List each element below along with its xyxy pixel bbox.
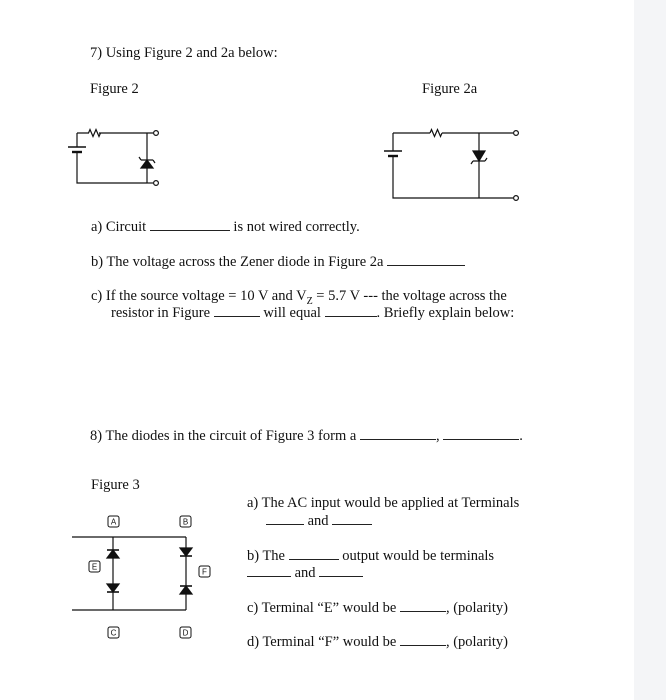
q8-heading <box>90 427 523 445</box>
q8c-prefix: c) Terminal “E” would be <box>247 600 397 616</box>
fig3-terminal-f-label: F <box>202 567 207 577</box>
q8-answer-blank-2[interactable] <box>443 427 519 440</box>
q8-period: . <box>519 428 523 444</box>
q7c-line2-prefix: resistor in Figure <box>111 305 211 321</box>
q8-part-b-line2 <box>247 564 363 582</box>
q7c-subscript: Z <box>306 295 313 307</box>
q7-part-c-line2 <box>111 304 514 322</box>
q8a-terminal-blank-2[interactable] <box>332 512 372 525</box>
fig3-terminal-a <box>108 516 119 527</box>
fig3-terminal-b <box>180 516 191 527</box>
q8-part-d <box>247 633 508 651</box>
fig2a-terminal-top <box>514 131 519 136</box>
q8b-prefix: b) The <box>247 548 285 564</box>
q7a-suffix: is not wired correctly. <box>233 219 360 235</box>
q8b-and: and <box>294 565 316 581</box>
fig2a-zener-diode <box>473 151 485 161</box>
q8-part-b-line1 <box>247 547 494 565</box>
right-side-panel <box>634 0 666 700</box>
q7-part-a <box>91 218 360 236</box>
q8d-polarity-blank[interactable] <box>400 633 446 646</box>
q7b-answer-blank[interactable] <box>387 253 465 266</box>
fig3-diode-left-top <box>107 550 119 558</box>
q7c-voltage-blank[interactable] <box>325 304 377 317</box>
q8-answer-blank-1[interactable] <box>360 427 436 440</box>
fig3-terminal-c-label: C <box>110 628 117 638</box>
fig3-terminal-d-label: D <box>182 628 189 638</box>
fig3-diode-left-bottom <box>107 584 119 592</box>
q8a-and: and <box>307 513 329 529</box>
fig2-terminal-bottom <box>154 181 159 186</box>
q8b-suffix: output would be terminals <box>342 548 495 564</box>
fig3-terminal-b-label: B <box>182 517 189 527</box>
figure-2-circuit <box>55 125 185 200</box>
q8d-prefix: d) Terminal “F” would be <box>247 634 397 650</box>
fig2a-bottom-wire <box>393 156 513 198</box>
fig3-terminal-c <box>108 627 119 638</box>
q7b-text: b) The voltage across the Zener diode in Figure 2a <box>91 254 384 270</box>
q8b-output-blank[interactable] <box>289 547 339 560</box>
q8b-terminal-blank-2[interactable] <box>319 564 363 577</box>
q8a-terminal-blank-1[interactable] <box>266 512 304 525</box>
q7c-line2-end: . Briefly explain below: <box>376 305 515 321</box>
q8d-suffix: , (polarity) <box>445 634 508 650</box>
fig2-zener-diode <box>141 160 153 168</box>
fig3-diode-right-bottom <box>180 586 192 594</box>
q7c-figure-blank[interactable] <box>214 304 260 317</box>
q8-part-a-line2 <box>266 512 372 530</box>
q7-part-b <box>91 253 465 271</box>
q7a-prefix: a) Circuit <box>91 219 147 235</box>
fig3-terminal-e <box>89 561 100 572</box>
figure-2a-label: Figure 2a <box>422 81 478 97</box>
fig2a-resistor <box>430 130 442 137</box>
q8b-terminal-blank-1[interactable] <box>247 564 291 577</box>
fig3-terminal-f <box>199 566 210 577</box>
q7a-answer-blank[interactable] <box>150 218 230 231</box>
figure-2a-circuit <box>375 125 535 210</box>
fig2-resistor <box>89 130 101 137</box>
fig3-diode-right-top <box>180 548 192 556</box>
fig3-terminal-e-label: E <box>91 562 98 572</box>
q7c-line1-text: c) If the source voltage = 10 V and V <box>91 288 307 304</box>
q8-part-a-line1: a) The AC input would be applied at Terminals <box>247 495 520 511</box>
q7-heading: 7) Using Figure 2 and 2a below: <box>90 45 278 61</box>
fig3-terminal-d <box>180 627 191 638</box>
q8-heading-text: 8) The diodes in the circuit of Figure 3 form a <box>90 428 357 444</box>
q7c-line2-mid: will equal <box>263 305 321 321</box>
q8-part-c <box>247 599 508 617</box>
fig2a-terminal-bottom <box>514 196 519 201</box>
q7c-line1-end: = 5.7 V --- the voltage across the <box>312 288 507 304</box>
q8c-polarity-blank[interactable] <box>400 599 446 612</box>
fig2-terminal-top <box>154 131 159 136</box>
figure-3-circuit <box>72 512 232 642</box>
fig3-terminal-a-label: A <box>110 517 117 527</box>
q8c-suffix: , (polarity) <box>445 600 508 616</box>
fig2-bottom-wire <box>77 152 147 183</box>
q8-comma: , <box>435 428 440 444</box>
figure-3-label: Figure 3 <box>91 477 140 493</box>
figure-2-label: Figure 2 <box>90 81 139 97</box>
